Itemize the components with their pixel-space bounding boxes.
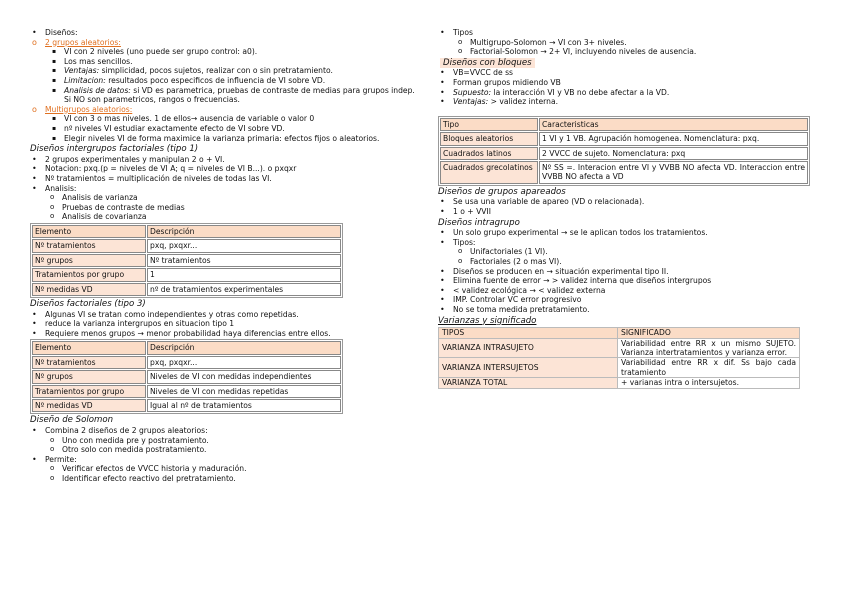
list-item: • 2 grupos experimentales y manipulan 2 o + VI.: [30, 155, 415, 165]
varianzas-table: [438, 327, 800, 388]
list-item: ▪ nº niveles VI estudiar exactamente efecto de VI sobre VD.: [30, 124, 415, 134]
list-item: o Pruebas de contraste de medias: [30, 203, 415, 213]
section-heading-intragrupo: Diseños intragrupo: [438, 217, 520, 228]
list-item: o Factoriales (2 o mas VI).: [438, 257, 813, 267]
table-row: Nº grupos Nº tratamientos: [32, 254, 341, 267]
table-header-row: Elemento Descripción: [32, 341, 341, 354]
bloques-table: [438, 116, 810, 186]
section-heading-apareados: Diseños de grupos apareados: [438, 186, 566, 197]
section-heading-factoriales-tipo1: Diseños intergrupos factoriales (tipo 1): [30, 144, 199, 155]
list-item: • Permite:: [30, 455, 415, 465]
list-item: • VB=VVCC de ss: [438, 68, 813, 78]
section-heading-varianzas: Varianzas y significado: [438, 315, 537, 326]
list-item: • Elimina fuente de error → > validez interna que diseños intergrupos: [438, 276, 813, 286]
list-item: • Diseños se producen en → situación experimental tipo II.: [438, 267, 813, 277]
table-row: Nº grupos Niveles de VI con medidas independientes: [32, 370, 341, 383]
list-item: • Tipos: [438, 28, 813, 38]
table-row: Cuadrados latinos 2 VVCC de sujeto. Nomenclatura: pxq: [440, 147, 808, 160]
list-item: • Notacion: pxq.(p = niveles de VI A; q = niveles de VI B...). o pxqxr: [30, 164, 415, 174]
table-row: Bloques aleatorios 1 VI y 1 VB. Agrupación homogenea. Nomenclatura: pxq.: [440, 132, 808, 145]
list-item: o Identificar efecto reactivo del pretratamiento.: [30, 474, 415, 484]
list-item: o Analisis de varianza: [30, 193, 415, 203]
list-item: • Se usa una variable de apareo (VD o relacionada).: [438, 197, 813, 207]
list-item: o Uno con medida pre y postratamiento.: [30, 436, 415, 446]
list-item: • IMP. Controlar VC error progresivo: [438, 295, 813, 305]
list-item: [30, 38, 415, 48]
list-item: o Multigrupo-Solomon → VI con 3+ niveles.: [438, 38, 813, 48]
list-item: ▪ Elegir niveles VI de forma maximice la varianza primaria: efectos fijos o aleatorios.: [30, 134, 415, 144]
table-row: Nº tratamientos pxq, pxqxr...: [32, 356, 341, 369]
factorial3-list: [30, 310, 415, 339]
list-item: ▪ Analisis de datos: si VD es parametrica, pruebas de contraste de medias para grupos indep. Si NO son parametricos, rangos o frecuencias.: [30, 86, 415, 105]
list-item: • 1 o + VVII: [438, 207, 813, 217]
list-item: [30, 105, 415, 115]
table-row: Tratamientos por grupo Niveles de VI con medidas repetidas: [32, 385, 341, 398]
list-item: • Algunas VI se tratan como independientes y otras como repetidas.: [30, 310, 415, 320]
list-item: o Factorial-Solomon → 2+ VI, incluyendo niveles de ausencia.: [438, 47, 813, 57]
table-row: VARIANZA INTERSUJETOS Variabilidad entre RR x dif. Ss bajo cada tratamiento: [439, 358, 800, 378]
factorial-tipo1-table: [30, 223, 343, 298]
list-item: ▪ Limitacion: resultados poco especificos de influencia de VI sobre VD.: [30, 76, 415, 86]
left-column: [30, 28, 415, 483]
list-item: • Diseños:: [30, 28, 415, 38]
list-item: ▪ Los mas sencillos.: [30, 57, 415, 67]
table-row: Nº medidas VD Igual al nº de tratamientos: [32, 399, 341, 412]
list-item: • Un solo grupo experimental → se le aplican todos los tratamientos.: [438, 228, 813, 238]
list-item: • Tipos:: [438, 238, 813, 248]
list-item: ▪ Ventajas: simplicidad, pocos sujetos, realizar con o sin pretratamiento.: [30, 66, 415, 76]
table-header-row: Tipo Caracteristicas: [440, 118, 808, 131]
bloques-list: [438, 68, 813, 106]
list-item: o Verificar efectos de VVCC historia y maduración.: [30, 464, 415, 474]
list-item: • Nº tratamientos = multiplicación de niveles de todas las VI.: [30, 174, 415, 184]
list-item: • Analisis:: [30, 184, 415, 194]
list-item: • reduce la varianza intergrupos en situacion tipo 1: [30, 319, 415, 329]
list-item: • Requiere menos grupos → menor probabilidad haya diferencias entre ellos.: [30, 329, 415, 339]
table-row: Nº medidas VD nº de tratamientos experimentales: [32, 283, 341, 296]
list-item: o Otro solo con medida postratamiento.: [30, 445, 415, 455]
list-item: ▪ VI con 2 niveles (uno puede ser grupo control: a0).: [30, 47, 415, 57]
table-row: Nº tratamientos pxq, pxqxr...: [32, 239, 341, 252]
table-row: VARIANZA INTRASUJETO Variabilidad entre RR x un mismo SUJETO. Varianza intertratamientos y varianza error.: [439, 338, 800, 358]
list-item: • Supuesto: la interacción VI y VB no debe afectar a la VD.: [438, 88, 813, 98]
factorial-list: [30, 155, 415, 222]
table-row: Cuadrados grecolatinos Nº SS =. Interacion entre VI y VVBB NO afecta VD. Interaccion entre VVBB NO afecta a VD: [440, 161, 808, 184]
solomon-list: [30, 426, 415, 484]
list-item: ▪ VI con 3 o mas niveles. 1 de ellos→ ausencia de variable o valor 0: [30, 114, 415, 124]
table-header-row: TIPOS SIGNIFICADO: [439, 328, 800, 338]
list-item: • Ventajas: > validez interna.: [438, 97, 813, 107]
intragrupo-list: [438, 228, 813, 314]
list-item: o Unifactoriales (1 VI).: [438, 247, 813, 257]
list-item: • Combina 2 diseños de 2 grupos aleatorios:: [30, 426, 415, 436]
multigrupos-list: [30, 105, 415, 143]
section-link-2-grupos[interactable]: 2 grupos aleatorios:: [45, 37, 121, 47]
table-row: Tratamientos por grupo 1: [32, 268, 341, 281]
list-item: • No se toma medida pretratamiento.: [438, 305, 813, 315]
tipos-solomon-list: [438, 28, 813, 57]
section-heading-factoriales-tipo3: Diseños factoriales (tipo 3): [30, 298, 146, 309]
disenos-list: [30, 28, 415, 47]
factorial-tipo3-table: [30, 339, 343, 414]
list-item: o Analisis de covarianza: [30, 212, 415, 222]
list-item: • < validez ecológica → < validez externa: [438, 286, 813, 296]
table-row: VARIANZA TOTAL + varianas intra o intersujetos.: [439, 378, 800, 388]
right-column: [438, 28, 813, 390]
section-heading-solomon: Diseño de Solomon: [30, 415, 114, 426]
section-link-multigrupos[interactable]: Multigrupos aleatorios:: [45, 104, 133, 114]
apareados-list: [438, 197, 813, 216]
g2-list: [30, 47, 415, 105]
list-item: • Forman grupos midiendo VB: [438, 78, 813, 88]
section-heading-bloques: Diseños con bloques: [440, 58, 535, 69]
table-header-row: Elemento Descripción: [32, 225, 341, 238]
